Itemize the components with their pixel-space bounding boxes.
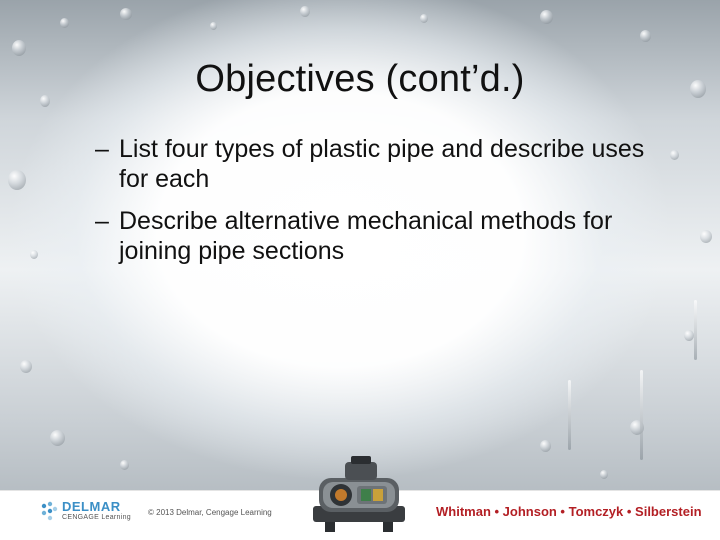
- logo-name: DELMAR: [62, 499, 121, 514]
- slide-title: Objectives (cont’d.): [195, 58, 525, 100]
- water-streak: [640, 370, 643, 460]
- water-drop: [540, 440, 551, 452]
- water-drop: [12, 40, 26, 56]
- water-drop: [120, 8, 132, 20]
- water-drop: [640, 30, 651, 42]
- authors-text: Whitman • Johnson • Tomczyk • Silberstein: [436, 504, 702, 519]
- water-drop: [684, 330, 694, 341]
- water-streak: [694, 300, 697, 360]
- water-drop: [540, 10, 553, 24]
- water-drop: [700, 230, 712, 243]
- delmar-logo-icon: [40, 501, 58, 523]
- water-drop: [8, 170, 26, 190]
- water-drop: [20, 360, 32, 373]
- compressor-illustration: [305, 448, 415, 538]
- water-drop: [420, 14, 428, 23]
- bullet-text: List four types of plastic pipe and describe uses for each: [119, 135, 645, 193]
- copyright-text: © 2013 Delmar, Cengage Learning: [148, 508, 272, 517]
- water-drop: [600, 470, 608, 479]
- water-drop: [210, 22, 217, 30]
- water-drop: [60, 18, 69, 28]
- water-drop: [300, 6, 310, 17]
- bullet-text: Describe alternative mechanical methods for joining pipe sections: [119, 207, 613, 265]
- water-drop: [30, 250, 38, 259]
- water-drop: [50, 430, 65, 446]
- delmar-logo: [40, 497, 140, 531]
- bullet-list: [95, 134, 675, 278]
- bullet-marker: –: [95, 207, 109, 235]
- bullet-item: [95, 206, 675, 266]
- bullet-marker: –: [95, 135, 109, 163]
- logo-subtitle: CENGAGE Learning: [62, 514, 131, 521]
- water-drop: [120, 460, 129, 470]
- water-streak: [568, 380, 571, 450]
- bullet-item: [95, 134, 675, 194]
